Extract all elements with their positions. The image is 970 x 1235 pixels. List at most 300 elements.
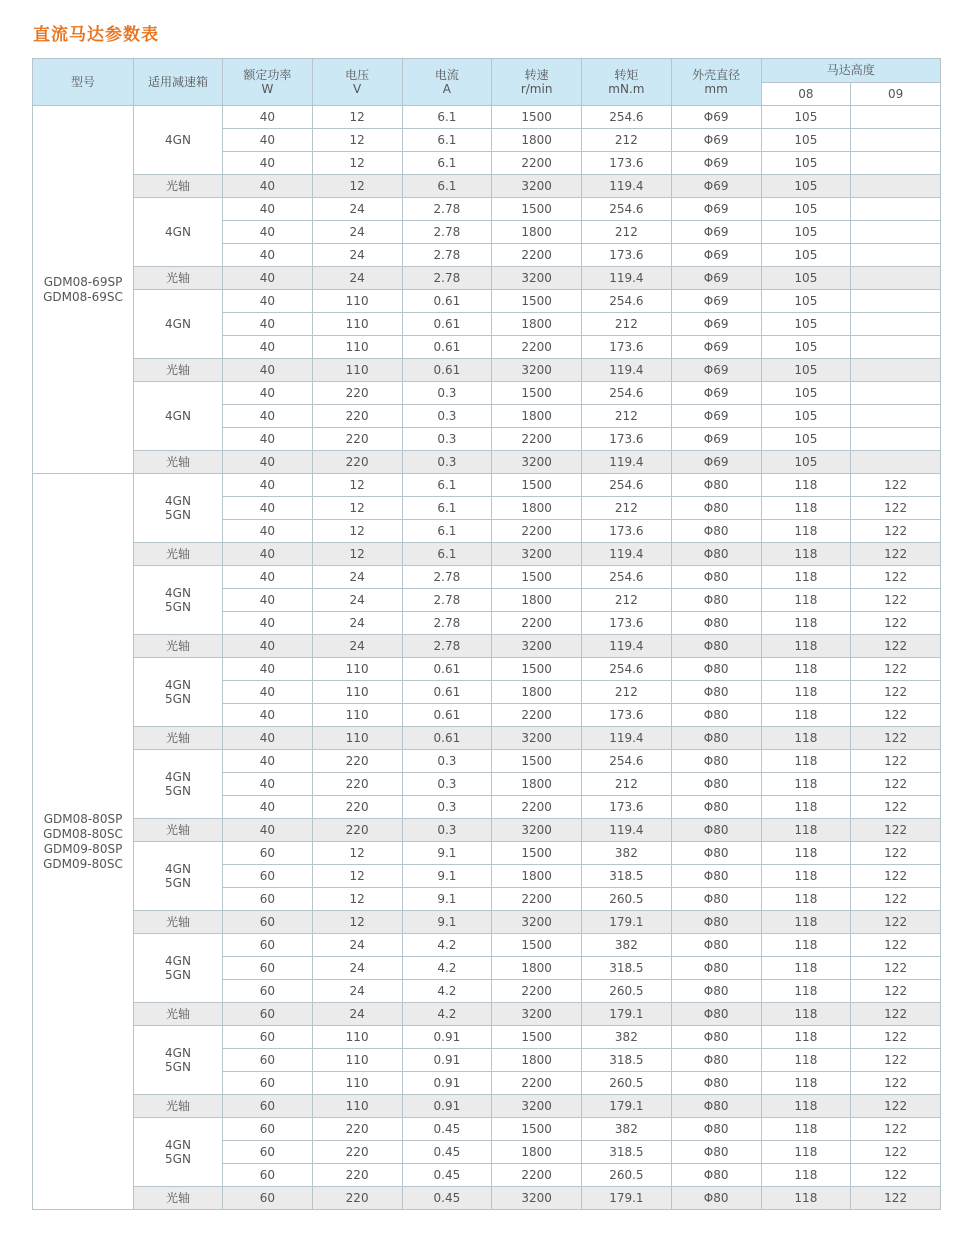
- current-cell: 2.78: [402, 635, 492, 658]
- height-09-cell: 122: [851, 612, 941, 635]
- voltage-cell: 24: [312, 957, 402, 980]
- height-08-cell: 105: [761, 175, 851, 198]
- gearbox-label: 光轴: [165, 455, 190, 469]
- voltage-cell: 12: [312, 911, 402, 934]
- page-title: 直流马达参数表: [33, 25, 159, 45]
- speed-cell: 3200: [492, 635, 582, 658]
- diameter-cell: Φ80: [671, 566, 761, 589]
- height-09-cell: 122: [851, 589, 941, 612]
- current-cell: 6.1: [402, 474, 492, 497]
- speed-cell: 1800: [492, 1049, 582, 1072]
- gearbox-shaft-cell: [134, 911, 223, 934]
- power-cell: 60: [223, 1118, 313, 1141]
- height-08-cell: 118: [761, 980, 851, 1003]
- speed-cell: 2200: [492, 796, 582, 819]
- gearbox-label: 4GN: [165, 1138, 191, 1152]
- power-cell: 40: [223, 336, 313, 359]
- table-row: [33, 658, 941, 681]
- power-cell: 40: [223, 497, 313, 520]
- power-cell: 40: [223, 589, 313, 612]
- power-cell: 40: [223, 428, 313, 451]
- voltage-cell: 220: [312, 1118, 402, 1141]
- speed-cell: 1500: [492, 290, 582, 313]
- torque-cell: 212: [582, 405, 672, 428]
- speed-cell: 2200: [492, 428, 582, 451]
- power-cell: 60: [223, 1187, 313, 1210]
- voltage-cell: 220: [312, 405, 402, 428]
- gearbox-label: 4GN: [165, 770, 191, 784]
- gearbox-shaft-cell: [134, 543, 223, 566]
- voltage-cell: 110: [312, 704, 402, 727]
- torque-cell: 318.5: [582, 1049, 672, 1072]
- current-cell: 6.1: [402, 175, 492, 198]
- current-cell: 6.1: [402, 543, 492, 566]
- torque-cell: 173.6: [582, 428, 672, 451]
- gearbox-label: 4GN: [165, 409, 191, 423]
- height-09-cell: 122: [851, 1003, 941, 1026]
- current-cell: 0.45: [402, 1118, 492, 1141]
- power-cell: 40: [223, 451, 313, 474]
- power-cell: 40: [223, 382, 313, 405]
- current-cell: 0.3: [402, 796, 492, 819]
- gearbox-shaft-cell: [134, 1187, 223, 1210]
- current-cell: 0.3: [402, 819, 492, 842]
- voltage-cell: 12: [312, 520, 402, 543]
- power-cell: 60: [223, 911, 313, 934]
- gearbox-cell: [134, 658, 223, 727]
- current-cell: 9.1: [402, 888, 492, 911]
- gearbox-label: 4GN: [165, 862, 191, 876]
- height-09-cell: [851, 405, 941, 428]
- height-08-cell: 105: [761, 267, 851, 290]
- gearbox-cell: [134, 934, 223, 1003]
- height-09-cell: 122: [851, 1095, 941, 1118]
- gearbox-shaft-cell: [134, 1095, 223, 1118]
- voltage-cell: 110: [312, 1026, 402, 1049]
- power-cell: 60: [223, 842, 313, 865]
- height-09-cell: [851, 359, 941, 382]
- height-08-cell: 118: [761, 497, 851, 520]
- speed-cell: 1800: [492, 773, 582, 796]
- gearbox-label: 光轴: [165, 915, 190, 929]
- current-cell: 2.78: [402, 244, 492, 267]
- height-09-cell: 122: [851, 727, 941, 750]
- gearbox-label: 光轴: [165, 731, 190, 745]
- torque-cell: 254.6: [582, 658, 672, 681]
- speed-cell: 1800: [492, 681, 582, 704]
- height-08-cell: 118: [761, 1095, 851, 1118]
- speed-cell: 1800: [492, 497, 582, 520]
- voltage-cell: 24: [312, 589, 402, 612]
- torque-cell: 212: [582, 497, 672, 520]
- power-cell: 40: [223, 313, 313, 336]
- height-08-cell: 118: [761, 1118, 851, 1141]
- torque-cell: 254.6: [582, 290, 672, 313]
- height-08-cell: 118: [761, 704, 851, 727]
- height-08-cell: 118: [761, 1026, 851, 1049]
- height-08-cell: 118: [761, 635, 851, 658]
- height-09-cell: 122: [851, 773, 941, 796]
- speed-cell: 2200: [492, 612, 582, 635]
- speed-cell: 2200: [492, 1072, 582, 1095]
- torque-cell: 179.1: [582, 1187, 672, 1210]
- speed-cell: 1500: [492, 842, 582, 865]
- current-cell: 6.1: [402, 106, 492, 129]
- current-cell: 9.1: [402, 842, 492, 865]
- torque-cell: 318.5: [582, 1141, 672, 1164]
- diameter-cell: Φ80: [671, 1095, 761, 1118]
- voltage-cell: 220: [312, 819, 402, 842]
- voltage-cell: 12: [312, 842, 402, 865]
- torque-cell: 212: [582, 221, 672, 244]
- diameter-cell: Φ80: [671, 589, 761, 612]
- voltage-cell: 110: [312, 658, 402, 681]
- height-09-cell: 122: [851, 1072, 941, 1095]
- diameter-cell: Φ80: [671, 681, 761, 704]
- height-09-cell: 122: [851, 750, 941, 773]
- torque-cell: 119.4: [582, 819, 672, 842]
- current-cell: 0.45: [402, 1164, 492, 1187]
- speed-cell: 1500: [492, 658, 582, 681]
- gearbox-label: 光轴: [165, 823, 190, 837]
- gearbox-label: 4GN: [165, 586, 191, 600]
- voltage-cell: 220: [312, 1141, 402, 1164]
- height-08-cell: 105: [761, 198, 851, 221]
- gearbox-cell: [134, 106, 223, 175]
- torque-cell: 173.6: [582, 336, 672, 359]
- torque-cell: 173.6: [582, 796, 672, 819]
- gearbox-label: 4GN: [165, 225, 191, 239]
- gearbox-shaft-cell: [134, 267, 223, 290]
- gearbox-label: 5GN: [165, 968, 191, 982]
- torque-cell: 254.6: [582, 750, 672, 773]
- model-cell: [33, 106, 134, 474]
- table-row: [33, 451, 941, 474]
- torque-cell: 212: [582, 589, 672, 612]
- gearbox-label: 光轴: [165, 363, 190, 377]
- torque-cell: 173.6: [582, 152, 672, 175]
- height-09-cell: [851, 382, 941, 405]
- power-cell: 60: [223, 934, 313, 957]
- model-cell: [33, 474, 134, 1210]
- voltage-cell: 24: [312, 1003, 402, 1026]
- height-08-cell: 118: [761, 750, 851, 773]
- height-08-cell: 105: [761, 129, 851, 152]
- table-row: [33, 1026, 941, 1049]
- voltage-cell: 110: [312, 727, 402, 750]
- voltage-cell: 12: [312, 497, 402, 520]
- voltage-cell: 12: [312, 175, 402, 198]
- height-08-cell: 105: [761, 290, 851, 313]
- power-cell: 60: [223, 1049, 313, 1072]
- voltage-cell: 220: [312, 382, 402, 405]
- torque-cell: 382: [582, 934, 672, 957]
- current-cell: 0.91: [402, 1026, 492, 1049]
- height-09-cell: [851, 336, 941, 359]
- current-cell: 0.91: [402, 1072, 492, 1095]
- power-cell: 40: [223, 198, 313, 221]
- diameter-cell: Φ80: [671, 934, 761, 957]
- speed-cell: 1800: [492, 865, 582, 888]
- torque-cell: 119.4: [582, 635, 672, 658]
- voltage-cell: 220: [312, 773, 402, 796]
- diameter-cell: Φ80: [671, 1003, 761, 1026]
- voltage-cell: 24: [312, 635, 402, 658]
- diameter-cell: Φ80: [671, 1049, 761, 1072]
- height-09-cell: 122: [851, 497, 941, 520]
- model-name: GDM09-80SP: [43, 841, 123, 856]
- height-08-cell: 118: [761, 865, 851, 888]
- power-cell: 60: [223, 1072, 313, 1095]
- torque-cell: 212: [582, 681, 672, 704]
- gearbox-label: 5GN: [165, 692, 191, 706]
- speed-cell: 1500: [492, 750, 582, 773]
- height-08-cell: 105: [761, 244, 851, 267]
- current-cell: 4.2: [402, 980, 492, 1003]
- height-09-cell: 122: [851, 934, 941, 957]
- speed-cell: 3200: [492, 267, 582, 290]
- diameter-cell: Φ80: [671, 1187, 761, 1210]
- table-row: [33, 842, 941, 865]
- gearbox-label: 5GN: [165, 784, 191, 798]
- power-cell: 40: [223, 129, 313, 152]
- header-voltage: 电压 V: [312, 59, 402, 106]
- table-row: [33, 290, 941, 313]
- speed-cell: 3200: [492, 911, 582, 934]
- current-cell: 0.61: [402, 704, 492, 727]
- gearbox-label: 4GN: [165, 317, 191, 331]
- header-height-08: 08: [761, 82, 851, 106]
- height-09-cell: 122: [851, 957, 941, 980]
- power-cell: 60: [223, 1003, 313, 1026]
- gearbox-label: 5GN: [165, 1152, 191, 1166]
- speed-cell: 2200: [492, 704, 582, 727]
- current-cell: 2.78: [402, 267, 492, 290]
- speed-cell: 3200: [492, 1003, 582, 1026]
- diameter-cell: Φ80: [671, 865, 761, 888]
- torque-cell: 179.1: [582, 911, 672, 934]
- torque-cell: 119.4: [582, 359, 672, 382]
- height-09-cell: 122: [851, 819, 941, 842]
- table-row: [33, 566, 941, 589]
- gearbox-cell: [134, 1026, 223, 1095]
- table-row: [33, 635, 941, 658]
- height-09-cell: 122: [851, 888, 941, 911]
- height-08-cell: 118: [761, 796, 851, 819]
- diameter-cell: Φ80: [671, 612, 761, 635]
- voltage-cell: 220: [312, 451, 402, 474]
- gearbox-cell: [134, 198, 223, 267]
- torque-cell: 318.5: [582, 865, 672, 888]
- voltage-cell: 220: [312, 796, 402, 819]
- power-cell: 40: [223, 405, 313, 428]
- current-cell: 0.3: [402, 451, 492, 474]
- gearbox-shaft-cell: [134, 451, 223, 474]
- speed-cell: 3200: [492, 727, 582, 750]
- voltage-cell: 12: [312, 888, 402, 911]
- gearbox-shaft-cell: [134, 727, 223, 750]
- power-cell: 40: [223, 290, 313, 313]
- gearbox-shaft-cell: [134, 635, 223, 658]
- header-height-09: 09: [851, 82, 941, 106]
- voltage-cell: 24: [312, 244, 402, 267]
- gearbox-label: 光轴: [165, 1007, 190, 1021]
- gearbox-shaft-cell: [134, 359, 223, 382]
- current-cell: 0.91: [402, 1049, 492, 1072]
- height-08-cell: 118: [761, 589, 851, 612]
- torque-cell: 119.4: [582, 451, 672, 474]
- torque-cell: 179.1: [582, 1095, 672, 1118]
- diameter-cell: Φ69: [671, 244, 761, 267]
- height-08-cell: 118: [761, 842, 851, 865]
- torque-cell: 254.6: [582, 566, 672, 589]
- voltage-cell: 12: [312, 474, 402, 497]
- height-08-cell: 118: [761, 1049, 851, 1072]
- voltage-cell: 220: [312, 1164, 402, 1187]
- voltage-cell: 110: [312, 359, 402, 382]
- table-row: [33, 1118, 941, 1141]
- table-row: [33, 543, 941, 566]
- table-row: [33, 1095, 941, 1118]
- height-09-cell: [851, 106, 941, 129]
- current-cell: 0.3: [402, 750, 492, 773]
- current-cell: 6.1: [402, 152, 492, 175]
- power-cell: 40: [223, 221, 313, 244]
- height-09-cell: 122: [851, 1187, 941, 1210]
- power-cell: 40: [223, 175, 313, 198]
- diameter-cell: Φ80: [671, 474, 761, 497]
- table-row: [33, 819, 941, 842]
- speed-cell: 1800: [492, 589, 582, 612]
- height-09-cell: [851, 198, 941, 221]
- voltage-cell: 24: [312, 267, 402, 290]
- height-09-cell: 122: [851, 842, 941, 865]
- gearbox-label: 4GN: [165, 494, 191, 508]
- current-cell: 2.78: [402, 589, 492, 612]
- model-name: GDM08-69SP: [43, 274, 123, 289]
- diameter-cell: Φ69: [671, 129, 761, 152]
- current-cell: 4.2: [402, 1003, 492, 1026]
- current-cell: 0.45: [402, 1141, 492, 1164]
- height-09-cell: 122: [851, 1118, 941, 1141]
- diameter-cell: Φ69: [671, 359, 761, 382]
- voltage-cell: 24: [312, 566, 402, 589]
- height-09-cell: [851, 152, 941, 175]
- height-08-cell: 118: [761, 888, 851, 911]
- gearbox-label: 4GN: [165, 678, 191, 692]
- height-09-cell: [851, 451, 941, 474]
- power-cell: 40: [223, 773, 313, 796]
- power-cell: 60: [223, 1026, 313, 1049]
- height-08-cell: 105: [761, 313, 851, 336]
- diameter-cell: Φ69: [671, 198, 761, 221]
- height-08-cell: 118: [761, 520, 851, 543]
- power-cell: 60: [223, 865, 313, 888]
- diameter-cell: Φ69: [671, 405, 761, 428]
- diameter-cell: Φ69: [671, 221, 761, 244]
- diameter-cell: Φ69: [671, 175, 761, 198]
- diameter-cell: Φ80: [671, 796, 761, 819]
- current-cell: 0.61: [402, 727, 492, 750]
- gearbox-label: 4GN: [165, 954, 191, 968]
- header-power: 额定功率 W: [223, 59, 313, 106]
- height-09-cell: 122: [851, 980, 941, 1003]
- speed-cell: 1800: [492, 221, 582, 244]
- height-08-cell: 105: [761, 405, 851, 428]
- speed-cell: 1500: [492, 1118, 582, 1141]
- diameter-cell: Φ80: [671, 497, 761, 520]
- gearbox-label: 光轴: [165, 547, 190, 561]
- speed-cell: 1500: [492, 1026, 582, 1049]
- diameter-cell: Φ69: [671, 451, 761, 474]
- power-cell: 40: [223, 612, 313, 635]
- voltage-cell: 12: [312, 129, 402, 152]
- height-09-cell: [851, 313, 941, 336]
- diameter-cell: Φ80: [671, 1072, 761, 1095]
- height-08-cell: 105: [761, 359, 851, 382]
- gearbox-label: 光轴: [165, 271, 190, 285]
- power-cell: 60: [223, 888, 313, 911]
- gearbox-label: 5GN: [165, 508, 191, 522]
- power-cell: 60: [223, 957, 313, 980]
- height-09-cell: 122: [851, 1026, 941, 1049]
- height-08-cell: 118: [761, 658, 851, 681]
- speed-cell: 1500: [492, 198, 582, 221]
- height-08-cell: 105: [761, 428, 851, 451]
- voltage-cell: 24: [312, 198, 402, 221]
- height-09-cell: [851, 244, 941, 267]
- header-model: 型号: [33, 59, 134, 106]
- current-cell: 0.61: [402, 681, 492, 704]
- voltage-cell: 24: [312, 221, 402, 244]
- torque-cell: 173.6: [582, 612, 672, 635]
- torque-cell: 318.5: [582, 957, 672, 980]
- height-08-cell: 118: [761, 1072, 851, 1095]
- speed-cell: 1500: [492, 106, 582, 129]
- torque-cell: 254.6: [582, 198, 672, 221]
- table-row: [33, 267, 941, 290]
- height-09-cell: 122: [851, 1141, 941, 1164]
- height-08-cell: 118: [761, 1187, 851, 1210]
- speed-cell: 1500: [492, 566, 582, 589]
- power-cell: 60: [223, 1095, 313, 1118]
- current-cell: 0.3: [402, 405, 492, 428]
- current-cell: 0.61: [402, 313, 492, 336]
- current-cell: 0.3: [402, 428, 492, 451]
- height-09-cell: 122: [851, 1049, 941, 1072]
- voltage-cell: 220: [312, 750, 402, 773]
- torque-cell: 173.6: [582, 520, 672, 543]
- voltage-cell: 220: [312, 1187, 402, 1210]
- gearbox-shaft-cell: [134, 1003, 223, 1026]
- height-08-cell: 118: [761, 1003, 851, 1026]
- speed-cell: 1500: [492, 382, 582, 405]
- header-height: 马达高度: [761, 59, 941, 83]
- torque-cell: 212: [582, 129, 672, 152]
- diameter-cell: Φ80: [671, 658, 761, 681]
- torque-cell: 212: [582, 773, 672, 796]
- height-08-cell: 105: [761, 382, 851, 405]
- power-cell: 40: [223, 796, 313, 819]
- power-cell: 40: [223, 359, 313, 382]
- table-row: [33, 911, 941, 934]
- current-cell: 9.1: [402, 911, 492, 934]
- current-cell: 0.45: [402, 1187, 492, 1210]
- speed-cell: 2200: [492, 980, 582, 1003]
- model-name: GDM08-69SC: [43, 289, 123, 304]
- diameter-cell: Φ69: [671, 267, 761, 290]
- voltage-cell: 24: [312, 612, 402, 635]
